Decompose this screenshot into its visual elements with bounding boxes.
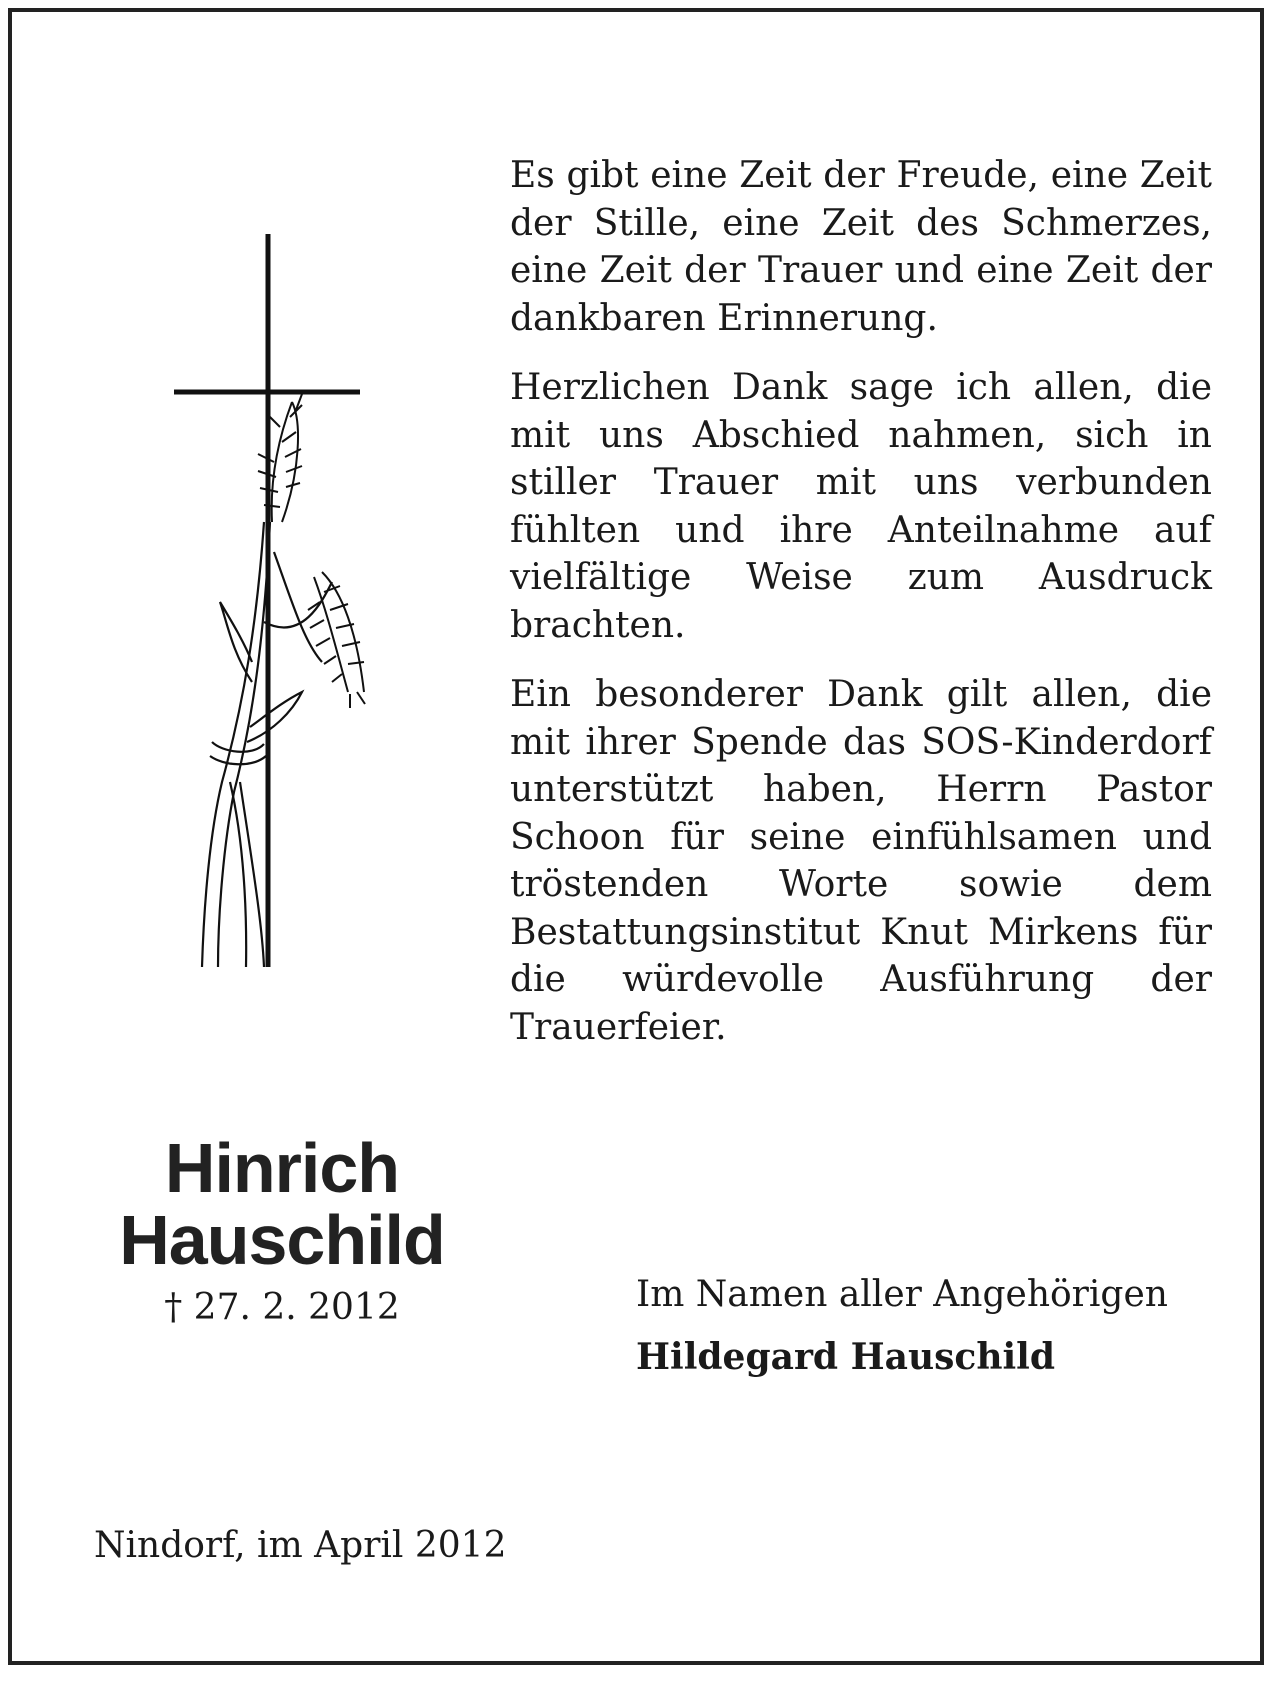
special-thanks-paragraph: Ein besonderer Dank gilt allen, die mit ihrer Spende das SOS-Kinderdorf unterstützt haben, Herrn Pastor Schoon für seine einfühlsamen und tröstenden Worte sowie dem Bestattungsinstitut Knut Mirkens für die würdevolle Ausführung der Trauerfeier. (510, 674, 1212, 1048)
deceased-last-name: Hauschild (119, 1201, 445, 1279)
deceased-first-name: Hinrich (164, 1129, 400, 1207)
signature-block (636, 1264, 1216, 1388)
thanks-text (510, 152, 1212, 1073)
death-date: † 27. 2. 2012 (164, 1287, 400, 1328)
signature-name: Hildegard Hauschild (636, 1336, 1056, 1378)
place-date: Nindorf, im April 2012 (94, 1525, 507, 1566)
cross-with-wheat-icon (152, 222, 412, 972)
signature-intro: Im Namen aller Angehörigen (636, 1274, 1168, 1315)
obituary-frame (8, 8, 1264, 1665)
deceased-block (72, 1129, 492, 1332)
quote-paragraph: Es gibt eine Zeit der Freude, eine Zeit der Stille, eine Zeit des Schmerzes, eine Zeit der Trauer und eine Zeit der dankbaren Erinnerung. (510, 155, 1212, 339)
thanks-paragraph: Herzlichen Dank sage ich allen, die mit uns Abschied nahmen, sich in stiller Trauer mit uns verbunden fühlten und ihre Anteilnahme auf vielfältige Weise zum Ausdruck brachten. (510, 367, 1212, 646)
